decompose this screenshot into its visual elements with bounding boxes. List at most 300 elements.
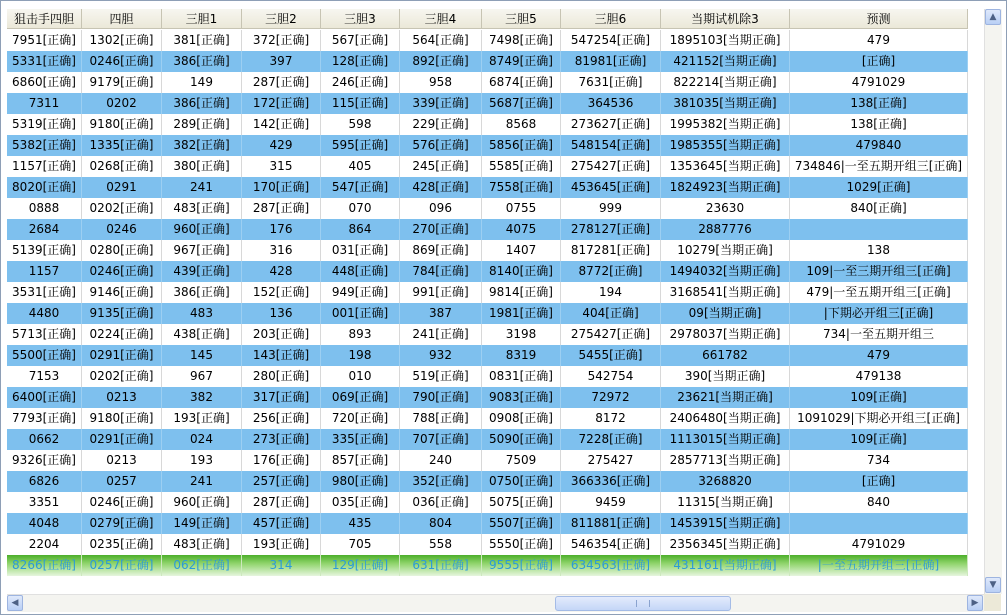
table-cell[interactable]: 136 [242,303,321,324]
table-row[interactable] [7,261,968,282]
table-row[interactable] [7,282,968,303]
table-cell[interactable]: 5319[正确] [7,114,82,135]
table-row[interactable] [7,198,968,219]
table-cell[interactable]: 193 [162,450,242,471]
table-cell[interactable]: 339[正确] [400,93,482,114]
table-cell[interactable]: 3168541[当期正确] [661,282,790,303]
table-cell[interactable]: 382[正确] [162,135,242,156]
table-cell[interactable]: 0831[正确] [482,366,561,387]
table-cell[interactable]: 0257[正确] [82,555,162,576]
table-cell[interactable]: 8568 [482,114,561,135]
table-cell[interactable]: 8266[正确] [7,555,82,576]
table-cell[interactable]: 2684 [7,219,82,240]
table-cell[interactable]: 138 [790,240,968,261]
table-cell[interactable]: 194 [561,282,661,303]
table-row[interactable] [7,240,968,261]
table-cell[interactable]: 7153 [7,366,82,387]
table-cell[interactable]: 5713[正确] [7,324,82,345]
table-cell[interactable]: 1985355[当期正确] [661,135,790,156]
table-cell[interactable]: 241 [162,177,242,198]
table-cell[interactable]: 428 [242,261,321,282]
table-cell[interactable]: 11315[当期正确] [661,492,790,513]
table-row[interactable] [7,387,968,408]
table-row[interactable] [7,492,968,513]
table-cell[interactable]: 5090[正确] [482,429,561,450]
table-cell[interactable]: 840 [790,492,968,513]
table-cell[interactable]: 152[正确] [242,282,321,303]
table-cell[interactable]: 278127[正确] [561,219,661,240]
table-cell[interactable]: 9179[正确] [82,72,162,93]
table-cell[interactable]: 1407 [482,240,561,261]
table-cell[interactable]: 382 [162,387,242,408]
table-cell[interactable]: 8749[正确] [482,51,561,72]
table-cell[interactable]: 380[正确] [162,156,242,177]
table-cell[interactable]: 1453915[当期正确] [661,513,790,534]
table-cell[interactable]: 031[正确] [321,240,400,261]
table-cell[interactable]: 5331[正确] [7,51,82,72]
table-cell[interactable]: 0291 [82,177,162,198]
table-cell[interactable]: 3198 [482,324,561,345]
table-cell[interactable]: 9180[正确] [82,408,162,429]
table-cell[interactable]: 864 [321,219,400,240]
table-cell[interactable]: 229[正确] [400,114,482,135]
table-cell[interactable]: 316 [242,240,321,261]
table-cell[interactable]: 6400[正确] [7,387,82,408]
table-cell[interactable]: 176 [242,219,321,240]
table-cell[interactable]: 2406480[当期正确] [661,408,790,429]
table-row[interactable] [7,156,968,177]
table-cell[interactable]: 129[正确] [321,555,400,576]
table-cell[interactable]: 7498[正确] [482,30,561,51]
table-cell[interactable]: 0279[正确] [82,513,162,534]
table-cell[interactable]: 1113015[当期正确] [661,429,790,450]
table-cell[interactable]: 405 [321,156,400,177]
table-cell[interactable]: 960[正确] [162,492,242,513]
table-cell[interactable]: 9326[正确] [7,450,82,471]
table-cell[interactable]: 4791029 [790,72,968,93]
table-cell[interactable]: 315 [242,156,321,177]
table-row[interactable] [7,303,968,324]
table-cell[interactable]: 1157 [7,261,82,282]
table-cell[interactable]: 397 [242,51,321,72]
table-cell[interactable]: 386[正确] [162,51,242,72]
table-cell[interactable]: 5382[正确] [7,135,82,156]
table-cell[interactable]: 428[正确] [400,177,482,198]
table-cell[interactable]: 788[正确] [400,408,482,429]
scroll-up-button[interactable]: ▲ [985,9,1001,25]
table-cell[interactable]: 483[正确] [162,198,242,219]
table-cell[interactable]: 967[正确] [162,240,242,261]
table-row[interactable] [7,324,968,345]
table-cell[interactable]: 381035[当期正确] [661,93,790,114]
table-cell[interactable]: 483[正确] [162,534,242,555]
table-row-selected[interactable] [7,555,968,576]
table-cell[interactable]: 7558[正确] [482,177,561,198]
table-cell[interactable]: 287[正确] [242,492,321,513]
table-cell[interactable]: 479 [790,30,968,51]
table-cell[interactable]: 0280[正确] [82,240,162,261]
table-cell[interactable]: 115[正确] [321,93,400,114]
table-cell[interactable]: 0291[正确] [82,345,162,366]
table-cell[interactable]: 5507[正确] [482,513,561,534]
table-cell[interactable]: 142[正确] [242,114,321,135]
table-cell[interactable]: 404[正确] [561,303,661,324]
table-cell[interactable]: 0202 [82,93,162,114]
table-cell[interactable]: 564[正确] [400,30,482,51]
table-cell[interactable]: 598 [321,114,400,135]
table-cell[interactable]: 519[正确] [400,366,482,387]
table-cell[interactable]: 5585[正确] [482,156,561,177]
table-cell[interactable]: 024 [162,429,242,450]
table-cell[interactable]: 3268820 [661,471,790,492]
table-cell[interactable]: 576[正确] [400,135,482,156]
column-header[interactable]: 三胆4 [400,9,482,29]
table-cell[interactable]: 109[正确] [790,429,968,450]
table-cell[interactable]: 1995382[当期正确] [661,114,790,135]
table-cell[interactable]: 387 [400,303,482,324]
table-cell[interactable]: 1302[正确] [82,30,162,51]
table-cell[interactable]: 0755 [482,198,561,219]
table-row[interactable] [7,177,968,198]
table-cell[interactable]: 5500[正确] [7,345,82,366]
table-cell[interactable]: 0213 [82,387,162,408]
table-cell[interactable]: 0291[正确] [82,429,162,450]
table-cell[interactable]: 804 [400,513,482,534]
table-cell[interactable]: 892[正确] [400,51,482,72]
table-cell[interactable]: 172[正确] [242,93,321,114]
table-cell[interactable]: 0246[正确] [82,261,162,282]
table-cell[interactable]: 548154[正确] [561,135,661,156]
table-cell[interactable]: 138[正确] [790,93,968,114]
table-cell[interactable]: 6874[正确] [482,72,561,93]
table-cell[interactable]: 0268[正确] [82,156,162,177]
table-cell[interactable]: 811881[正确] [561,513,661,534]
table-cell[interactable]: 10279[当期正确] [661,240,790,261]
table-cell[interactable]: 5687[正确] [482,93,561,114]
table-cell[interactable]: 595[正确] [321,135,400,156]
table-cell[interactable]: 932 [400,345,482,366]
table-cell[interactable]: 967 [162,366,242,387]
vertical-scrollbar[interactable] [984,9,1002,594]
table-cell[interactable] [790,219,968,240]
table-cell[interactable]: 958 [400,72,482,93]
table-cell[interactable]: 138[正确] [790,114,968,135]
table-cell[interactable]: 317[正确] [242,387,321,408]
table-cell[interactable]: 439[正确] [162,261,242,282]
table-cell[interactable]: 096 [400,198,482,219]
table-cell[interactable]: 335[正确] [321,429,400,450]
table-cell[interactable]: 1091029|下期必开组三[正确] [790,408,968,429]
table-cell[interactable]: 431161[当期正确] [661,555,790,576]
table-cell[interactable]: 069[正确] [321,387,400,408]
table-cell[interactable]: 734846|一至五期开组三[正确] [790,156,968,177]
table-cell[interactable]: 241[正确] [400,324,482,345]
table-cell[interactable]: 5075[正确] [482,492,561,513]
table-cell[interactable]: 790[正确] [400,387,482,408]
table-cell[interactable]: 9135[正确] [82,303,162,324]
table-cell[interactable]: 9555[正确] [482,555,561,576]
table-cell[interactable]: 7793[正确] [7,408,82,429]
table-cell[interactable]: 7228[正确] [561,429,661,450]
table-cell[interactable]: 245[正确] [400,156,482,177]
table-cell[interactable]: 09[当期正确] [661,303,790,324]
table-cell[interactable]: 0213 [82,450,162,471]
table-cell[interactable]: 4075 [482,219,561,240]
table-cell[interactable]: 720[正确] [321,408,400,429]
table-cell[interactable]: 2356345[当期正确] [661,534,790,555]
table-row[interactable] [7,30,968,51]
table-cell[interactable]: 256[正确] [242,408,321,429]
table-cell[interactable]: 453645[正确] [561,177,661,198]
table-cell[interactable]: 5455[正确] [561,345,661,366]
table-cell[interactable]: 1981[正确] [482,303,561,324]
table-cell[interactable]: 0662 [7,429,82,450]
table-cell[interactable]: 869[正确] [400,240,482,261]
table-cell[interactable]: 8172 [561,408,661,429]
table-cell[interactable]: 366336[正确] [561,471,661,492]
table-cell[interactable]: 314 [242,555,321,576]
table-cell[interactable]: 707[正确] [400,429,482,450]
table-cell[interactable]: 23621[当期正确] [661,387,790,408]
scroll-right-button[interactable]: ▶ [967,595,983,611]
table-row[interactable] [7,534,968,555]
table-cell[interactable]: 567[正确] [321,30,400,51]
table-cell[interactable]: [正确] [790,51,968,72]
table-cell[interactable]: 203[正确] [242,324,321,345]
column-header[interactable]: 四胆 [82,9,162,29]
table-cell[interactable]: 372[正确] [242,30,321,51]
table-cell[interactable]: 381[正确] [162,30,242,51]
table-cell[interactable]: 960[正确] [162,219,242,240]
table-cell[interactable]: 193[正确] [162,408,242,429]
table-cell[interactable]: 631[正确] [400,555,482,576]
table-cell[interactable]: 109|一至三期开组三[正确] [790,261,968,282]
table-cell[interactable]: 8140[正确] [482,261,561,282]
table-cell[interactable]: 479138 [790,366,968,387]
table-cell[interactable]: 2204 [7,534,82,555]
table-cell[interactable]: 840[正确] [790,198,968,219]
table-cell[interactable]: 546354[正确] [561,534,661,555]
table-cell[interactable]: 23630 [661,198,790,219]
table-cell[interactable]: 241 [162,471,242,492]
table-cell[interactable]: 949[正确] [321,282,400,303]
table-cell[interactable]: 193[正确] [242,534,321,555]
table-cell[interactable]: 1353645[当期正确] [661,156,790,177]
scroll-left-button[interactable]: ◀ [7,595,23,611]
table-cell[interactable]: 109[正确] [790,387,968,408]
table-cell[interactable]: 170[正确] [242,177,321,198]
table-cell[interactable]: 0888 [7,198,82,219]
table-cell[interactable]: 8020[正确] [7,177,82,198]
table-cell[interactable]: 0908[正确] [482,408,561,429]
table-cell[interactable]: 1029[正确] [790,177,968,198]
table-cell[interactable]: 5139[正确] [7,240,82,261]
table-row[interactable] [7,114,968,135]
table-cell[interactable]: 448[正确] [321,261,400,282]
table-cell[interactable]: 035[正确] [321,492,400,513]
table-cell[interactable]: 72972 [561,387,661,408]
table-cell[interactable]: 0246 [82,219,162,240]
table-cell[interactable]: 1494032[当期正确] [661,261,790,282]
table-cell[interactable]: 7951[正确] [7,30,82,51]
table-cell[interactable]: 81981[正确] [561,51,661,72]
table-cell[interactable]: 145 [162,345,242,366]
table-cell[interactable]: 9814[正确] [482,282,561,303]
table-cell[interactable]: 270[正确] [400,219,482,240]
table-cell[interactable]: 734 [790,450,968,471]
table-cell[interactable]: 429 [242,135,321,156]
table-cell[interactable]: 0202[正确] [82,198,162,219]
table-cell[interactable]: |一至五期开组三[正确] [790,555,968,576]
column-header[interactable]: 预测 [790,9,968,29]
table-cell[interactable]: 036[正确] [400,492,482,513]
table-cell[interactable]: 386[正确] [162,93,242,114]
scroll-down-button[interactable]: ▼ [985,577,1001,593]
table-cell[interactable]: 8319 [482,345,561,366]
table-cell[interactable]: 734|一至五期开组三 [790,324,968,345]
table-cell[interactable]: 991[正确] [400,282,482,303]
table-cell[interactable]: 4048 [7,513,82,534]
table-cell[interactable]: 421152[当期正确] [661,51,790,72]
column-header[interactable]: 三胆1 [162,9,242,29]
table-cell[interactable]: 2857713[当期正确] [661,450,790,471]
table-cell[interactable]: 8772[正确] [561,261,661,282]
table-cell[interactable]: 3531[正确] [7,282,82,303]
table-cell[interactable]: 5550[正确] [482,534,561,555]
table-cell[interactable]: 0246[正确] [82,51,162,72]
table-cell[interactable]: 705 [321,534,400,555]
table-cell[interactable]: 542754 [561,366,661,387]
table-cell[interactable]: 273[正确] [242,429,321,450]
column-header[interactable]: 三胆6 [561,9,661,29]
table-cell[interactable]: 143[正确] [242,345,321,366]
table-cell[interactable]: 149[正确] [162,513,242,534]
table-row[interactable] [7,72,968,93]
table-cell[interactable]: [正确] [790,471,968,492]
table-cell[interactable]: 558 [400,534,482,555]
column-header[interactable]: 三胆2 [242,9,321,29]
table-cell[interactable]: 128[正确] [321,51,400,72]
table-cell[interactable]: 275427[正确] [561,156,661,177]
table-cell[interactable]: 198 [321,345,400,366]
column-header[interactable]: 当期试机除3 [661,9,790,29]
table-cell[interactable]: 980[正确] [321,471,400,492]
table-cell[interactable]: 001[正确] [321,303,400,324]
table-cell[interactable]: 4791029 [790,534,968,555]
table-cell[interactable]: 010 [321,366,400,387]
table-row[interactable] [7,513,968,534]
table-cell[interactable] [790,513,968,534]
table-cell[interactable]: 457[正确] [242,513,321,534]
table-cell[interactable]: 4480 [7,303,82,324]
table-cell[interactable]: 149 [162,72,242,93]
table-cell[interactable]: 547254[正确] [561,30,661,51]
table-cell[interactable]: 1824923[当期正确] [661,177,790,198]
table-cell[interactable]: 273627[正确] [561,114,661,135]
table-cell[interactable]: 7631[正确] [561,72,661,93]
table-cell[interactable]: 0257 [82,471,162,492]
table-cell[interactable]: 2887776 [661,219,790,240]
table-row[interactable] [7,429,968,450]
table-cell[interactable]: 7311 [7,93,82,114]
table-cell[interactable]: 479 [790,345,968,366]
table-cell[interactable]: 6826 [7,471,82,492]
table-row[interactable] [7,219,968,240]
column-header[interactable]: 三胆3 [321,9,400,29]
table-cell[interactable]: 0224[正确] [82,324,162,345]
table-cell[interactable]: 062[正确] [162,555,242,576]
table-cell[interactable]: 9146[正确] [82,282,162,303]
table-cell[interactable]: 386[正确] [162,282,242,303]
table-cell[interactable]: 3351 [7,492,82,513]
table-row[interactable] [7,93,968,114]
table-row[interactable] [7,471,968,492]
table-cell[interactable]: 240 [400,450,482,471]
table-cell[interactable]: 7509 [482,450,561,471]
table-cell[interactable]: 1335[正确] [82,135,162,156]
table-row[interactable] [7,366,968,387]
vertical-scroll-track[interactable] [986,26,1001,576]
table-cell[interactable]: 438[正确] [162,324,242,345]
table-cell[interactable]: 479840 [790,135,968,156]
table-cell[interactable]: 483 [162,303,242,324]
table-cell[interactable]: 784[正确] [400,261,482,282]
table-cell[interactable]: 390[当期正确] [661,366,790,387]
table-cell[interactable]: 246[正确] [321,72,400,93]
table-cell[interactable]: 9083[正确] [482,387,561,408]
table-row[interactable] [7,135,968,156]
table-cell[interactable]: 257[正确] [242,471,321,492]
table-row[interactable] [7,51,968,72]
column-header[interactable]: 三胆5 [482,9,561,29]
column-header[interactable]: 狙击手四胆 [7,9,82,29]
table-cell[interactable]: |下期必开组三[正确] [790,303,968,324]
table-cell[interactable]: 2978037[当期正确] [661,324,790,345]
table-cell[interactable]: 176[正确] [242,450,321,471]
table-cell[interactable]: 1157[正确] [7,156,82,177]
table-row[interactable] [7,450,968,471]
table-cell[interactable]: 070 [321,198,400,219]
table-cell[interactable]: 352[正确] [400,471,482,492]
table-cell[interactable]: 435 [321,513,400,534]
table-cell[interactable]: 0750[正确] [482,471,561,492]
table-cell[interactable]: 289[正确] [162,114,242,135]
table-cell[interactable]: 1895103[当期正确] [661,30,790,51]
table-cell[interactable]: 999 [561,198,661,219]
table-cell[interactable]: 5856[正确] [482,135,561,156]
table-cell[interactable]: 9180[正确] [82,114,162,135]
table-cell[interactable]: 364536 [561,93,661,114]
horizontal-scroll-thumb[interactable] [555,596,731,611]
table-row[interactable] [7,408,968,429]
table-cell[interactable]: 661782 [661,345,790,366]
table-cell[interactable]: 6860[正确] [7,72,82,93]
table-cell[interactable]: 479|一至五期开组三[正确] [790,282,968,303]
table-cell[interactable]: 547[正确] [321,177,400,198]
table-cell[interactable]: 287[正确] [242,198,321,219]
horizontal-scrollbar[interactable] [7,594,984,612]
table-cell[interactable]: 9459 [561,492,661,513]
table-cell[interactable]: 287[正确] [242,72,321,93]
table-cell[interactable]: 822214[当期正确] [661,72,790,93]
table-cell[interactable]: 0235[正确] [82,534,162,555]
table-row[interactable] [7,345,968,366]
table-cell[interactable]: 893 [321,324,400,345]
table-cell[interactable]: 275427 [561,450,661,471]
table-cell[interactable]: 280[正确] [242,366,321,387]
table-cell[interactable]: 817281[正确] [561,240,661,261]
table-cell[interactable]: 275427[正确] [561,324,661,345]
